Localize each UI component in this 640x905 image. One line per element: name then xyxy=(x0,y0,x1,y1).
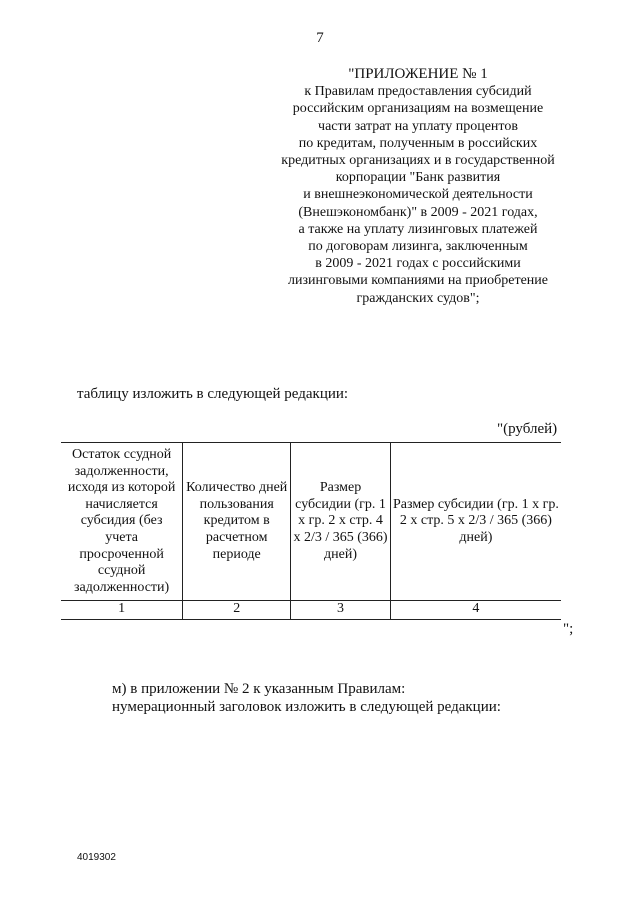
column-number: 2 xyxy=(183,601,291,620)
appendix-line: кредитных организациях и в государственной xyxy=(281,153,555,169)
table-number-row xyxy=(61,601,561,620)
paragraph-item-m: м) в приложении № 2 к указанным Правилам: xyxy=(112,681,406,697)
page-number: 7 xyxy=(316,30,324,46)
appendix-title: "ПРИЛОЖЕНИЕ № 1 xyxy=(348,66,488,82)
header-credit-days: Количество дней пользования кредитом в расчетном периоде xyxy=(183,443,291,601)
appendix-line: в 2009 - 2021 годах с российскими xyxy=(315,256,521,272)
appendix-line: корпорации "Банк развития xyxy=(335,170,501,186)
appendix-line: а также на уплату лизинговых платежей xyxy=(298,221,538,237)
intro-text: таблицу изложить в следующей редакции: xyxy=(77,386,349,402)
appendix-line: к Правилам предоставления субсидий xyxy=(304,84,532,100)
document-code: 4019302 xyxy=(77,852,116,863)
column-number: 1 xyxy=(61,601,183,620)
appendix-line: российским организациям на возмещение xyxy=(292,101,544,117)
table-closing-quote: "; xyxy=(563,621,574,637)
subsidy-table xyxy=(61,442,561,620)
column-number: 3 xyxy=(291,601,391,620)
appendix-line: части затрат на уплату процентов xyxy=(318,118,518,134)
appendix-line: по кредитам, полученным в российских xyxy=(298,135,538,151)
paragraph-heading-instruction: нумерационный заголовок изложить в следующей редакции: xyxy=(112,699,501,715)
appendix-line: и внешнеэкономической деятельности xyxy=(303,187,533,203)
header-subsidy-line5: Размер субсидии (гр. 1 x гр. 2 x стр. 5 x 2/3 / 365 (366) дней) xyxy=(390,443,561,601)
appendix-line: по договорам лизинга, заключенным xyxy=(308,239,528,255)
appendix-line: (Внешэкономбанк)" в 2009 - 2021 годах, xyxy=(298,204,538,220)
appendix-line: гражданских судов"; xyxy=(356,290,480,306)
table-header-row xyxy=(61,443,561,601)
column-number: 4 xyxy=(390,601,561,620)
header-loan-balance: Остаток ссудной задолженности, исходя из которой начисляется субсидия (без учета просроченной ссудной задолженности) xyxy=(61,443,183,601)
appendix-heading-block xyxy=(250,66,586,307)
units-label: "(рублей) xyxy=(497,421,558,437)
appendix-line: лизинговыми компаниями на приобретение xyxy=(288,273,548,289)
header-subsidy-line4: Размер субсидии (гр. 1 x гр. 2 x стр. 4 x 2/3 / 365 (366) дней) xyxy=(291,443,391,601)
